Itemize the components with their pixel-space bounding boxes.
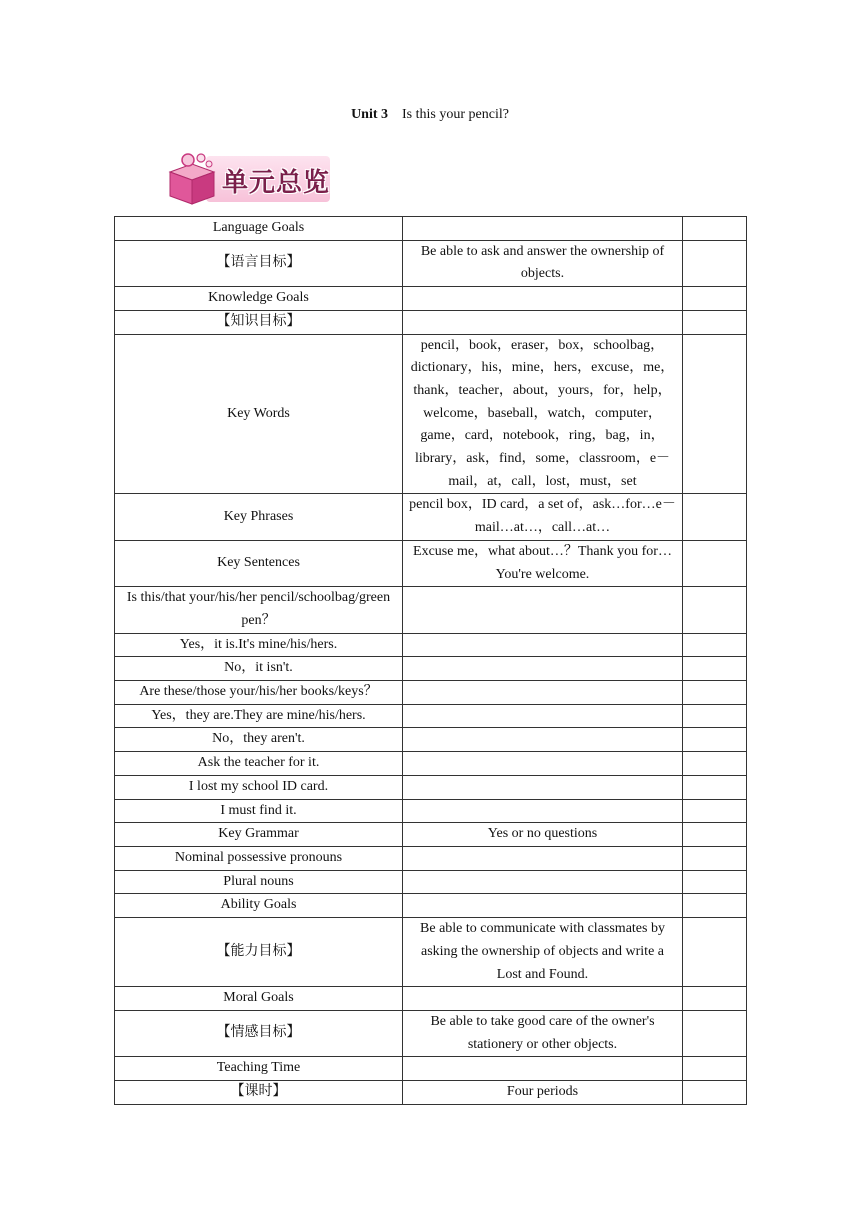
table-row (115, 870, 747, 894)
notes-cell (683, 846, 747, 870)
content-cell (403, 310, 683, 334)
content-cell (403, 287, 683, 311)
notes-cell (683, 657, 747, 681)
table-row (115, 681, 747, 705)
notes-cell (683, 1081, 747, 1105)
label-cell: Language Goals (115, 217, 403, 241)
label-cell: Knowledge Goals (115, 287, 403, 311)
label-cell: Is this/that your/his/her pencil/schoolbag/green pen？ (115, 587, 403, 633)
label-cell: Are these/those your/his/her books/keys？ (115, 681, 403, 705)
page-title (0, 107, 860, 123)
content-cell (403, 217, 683, 241)
table-row (115, 918, 747, 987)
content-cell: Yes or no questions (403, 823, 683, 847)
table-row (115, 633, 747, 657)
content-cell (403, 1057, 683, 1081)
table-row (115, 799, 747, 823)
label-cell: Ability Goals (115, 894, 403, 918)
label-cell: Yes，it is.It's mine/his/hers. (115, 633, 403, 657)
table-row (115, 494, 747, 540)
table-row (115, 540, 747, 586)
content-cell (403, 633, 683, 657)
notes-cell (683, 587, 747, 633)
notes-cell (683, 918, 747, 987)
label-cell: Key Words (115, 334, 403, 494)
label-cell: Moral Goals (115, 987, 403, 1011)
table-row (115, 1010, 747, 1056)
label-cell: No，they aren't. (115, 728, 403, 752)
unit-overview-banner (160, 134, 332, 210)
content-cell: Four periods (403, 1081, 683, 1105)
overview-table (114, 216, 747, 1105)
notes-cell (683, 704, 747, 728)
label-cell: Teaching Time (115, 1057, 403, 1081)
content-cell (403, 846, 683, 870)
table-row (115, 728, 747, 752)
notes-cell (683, 287, 747, 311)
table-row (115, 704, 747, 728)
table-row (115, 217, 747, 241)
table-row (115, 894, 747, 918)
table-row (115, 752, 747, 776)
label-cell: Key Grammar (115, 823, 403, 847)
notes-cell (683, 1057, 747, 1081)
table-row (115, 587, 747, 633)
content-cell (403, 799, 683, 823)
notes-cell (683, 1010, 747, 1056)
table-row (115, 657, 747, 681)
content-cell (403, 775, 683, 799)
label-cell: 【知识目标】 (115, 310, 403, 334)
gift-box-icon (164, 152, 220, 206)
notes-cell (683, 987, 747, 1011)
label-cell: I must find it. (115, 799, 403, 823)
notes-cell (683, 799, 747, 823)
content-cell (403, 657, 683, 681)
table-row (115, 240, 747, 286)
notes-cell (683, 334, 747, 494)
label-cell: Yes，they are.They are mine/his/hers. (115, 704, 403, 728)
content-cell (403, 752, 683, 776)
unit-title: Is this your pencil? (402, 107, 509, 122)
notes-cell (683, 752, 747, 776)
content-cell (403, 681, 683, 705)
label-cell: Key Phrases (115, 494, 403, 540)
content-cell (403, 704, 683, 728)
unit-label: Unit 3 (351, 107, 389, 122)
table-row (115, 987, 747, 1011)
table-row (115, 823, 747, 847)
table-row (115, 1081, 747, 1105)
table-row (115, 287, 747, 311)
content-cell (403, 728, 683, 752)
banner-label: 单元总览 (222, 168, 331, 198)
content-cell: pencil，book，eraser，box，schoolbag，dictionary，his，mine，hers，excuse，me，thank，teacher，about，yours，for，help，welcome，baseball，watch，computer，game，card，notebook，ring，bag，in，library，ask，find，some，classroom，e－mail，at，call，lost，must，set (403, 334, 683, 494)
label-cell: Key Sentences (115, 540, 403, 586)
notes-cell (683, 823, 747, 847)
notes-cell (683, 775, 747, 799)
content-cell: pencil box，ID card，a set of，ask…for…e－mail…at…，call…at… (403, 494, 683, 540)
label-cell: I lost my school ID card. (115, 775, 403, 799)
table-row (115, 775, 747, 799)
notes-cell (683, 310, 747, 334)
content-cell: Be able to ask and answer the ownership of objects. (403, 240, 683, 286)
label-cell: No，it isn't. (115, 657, 403, 681)
content-cell (403, 870, 683, 894)
content-cell (403, 894, 683, 918)
notes-cell (683, 240, 747, 286)
label-cell: Plural nouns (115, 870, 403, 894)
notes-cell (683, 540, 747, 586)
label-cell: Ask the teacher for it. (115, 752, 403, 776)
label-cell: 【情感目标】 (115, 1010, 403, 1056)
content-cell (403, 987, 683, 1011)
notes-cell (683, 894, 747, 918)
label-cell: Nominal possessive pronouns (115, 846, 403, 870)
content-cell: Be able to communicate with classmates by asking the ownership of objects and write a Lost and Found. (403, 918, 683, 987)
content-cell: Excuse me，what about…？Thank you for…You're welcome. (403, 540, 683, 586)
notes-cell (683, 870, 747, 894)
label-cell: 【能力目标】 (115, 918, 403, 987)
table-row (115, 846, 747, 870)
content-cell (403, 587, 683, 633)
label-cell: 【语言目标】 (115, 240, 403, 286)
content-cell: Be able to take good care of the owner's stationery or other objects. (403, 1010, 683, 1056)
table-row (115, 310, 747, 334)
table-row (115, 1057, 747, 1081)
notes-cell (683, 681, 747, 705)
table-row (115, 334, 747, 494)
notes-cell (683, 633, 747, 657)
notes-cell (683, 728, 747, 752)
notes-cell (683, 494, 747, 540)
notes-cell (683, 217, 747, 241)
label-cell: 【课时】 (115, 1081, 403, 1105)
